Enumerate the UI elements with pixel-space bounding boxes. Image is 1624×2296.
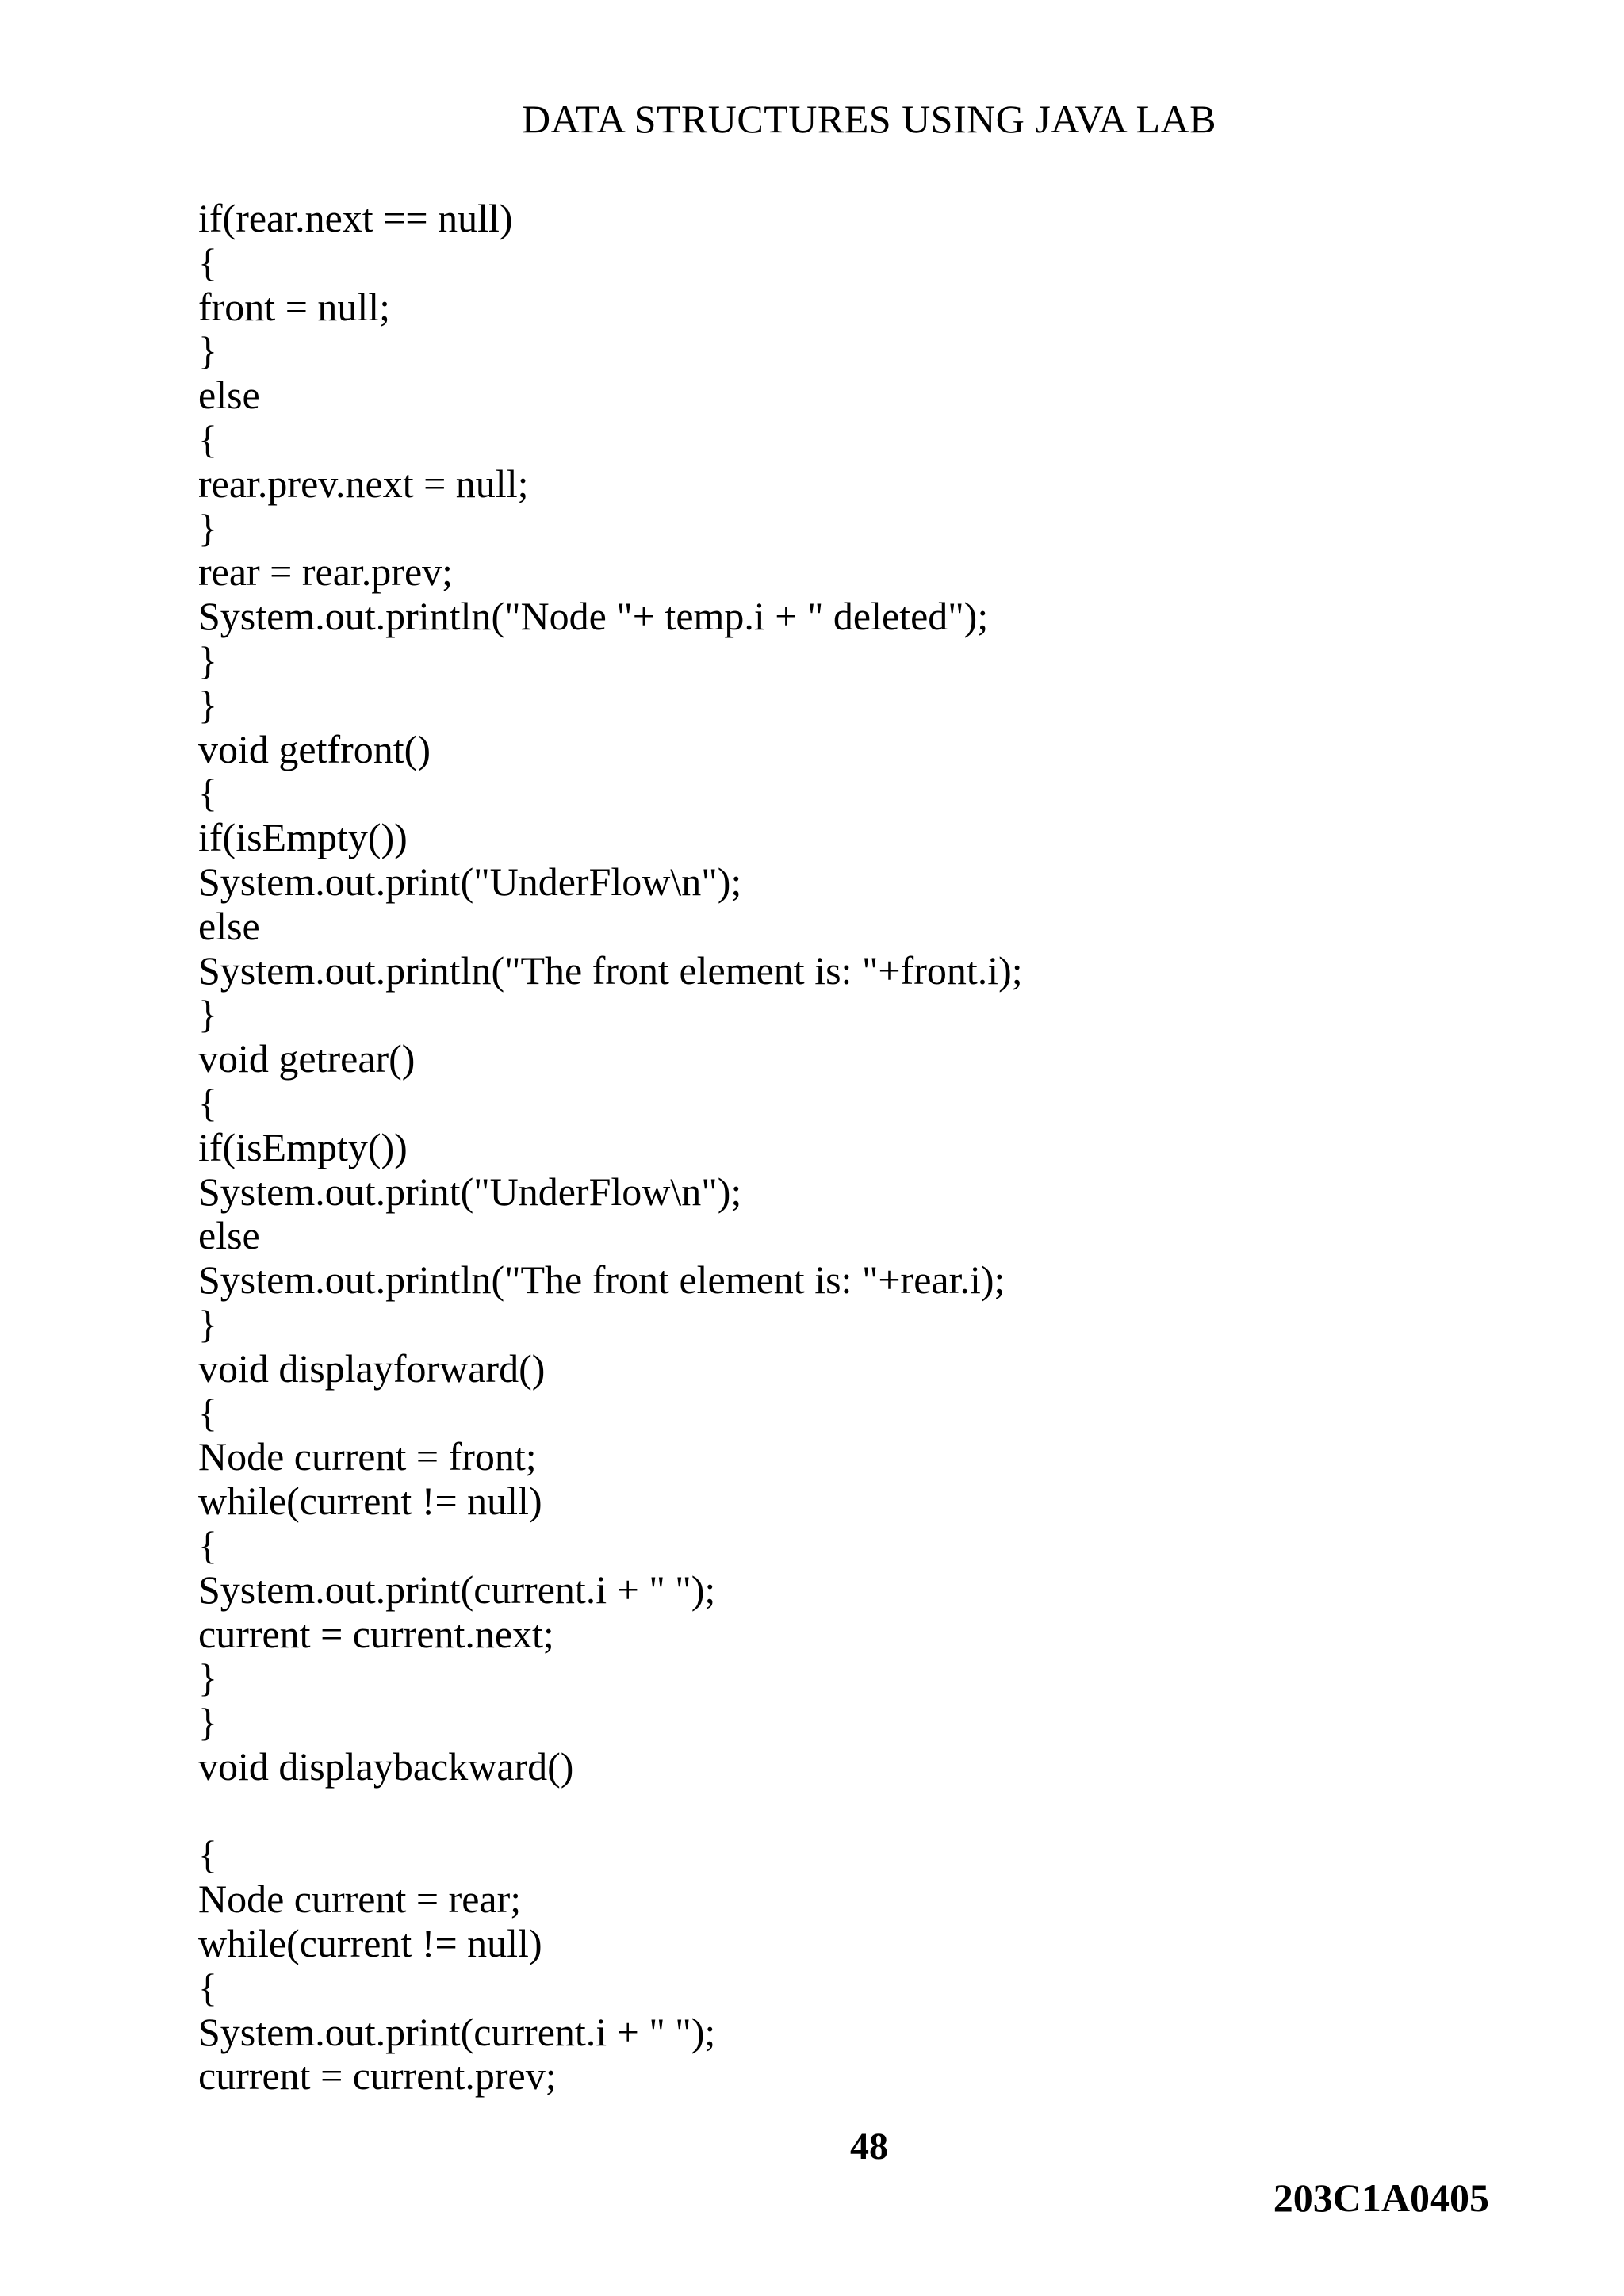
code-line: System.out.print(current.i + " "); bbox=[198, 2009, 716, 2054]
code-line: { bbox=[198, 239, 217, 285]
code-line: } bbox=[198, 682, 217, 727]
code-line: void getrear() bbox=[198, 1036, 416, 1081]
code-line: else bbox=[198, 903, 260, 948]
code-line: current = current.next; bbox=[198, 1611, 554, 1656]
code-line: if(isEmpty()) bbox=[198, 815, 408, 860]
code-line: } bbox=[198, 1301, 217, 1346]
code-line: } bbox=[198, 992, 217, 1037]
page-number: 48 bbox=[850, 2126, 888, 2168]
code-line: current = current.prev; bbox=[198, 2053, 557, 2099]
code-line: { bbox=[198, 771, 217, 816]
code-line: if(rear.next == null) bbox=[198, 196, 513, 240]
code-line: Node current = rear; bbox=[198, 1877, 522, 1922]
code-line: System.out.println("The front element is: "+front.i); bbox=[198, 947, 1023, 993]
code-line: { bbox=[198, 416, 217, 461]
code-line: { bbox=[198, 1522, 217, 1567]
code-line: void getfront() bbox=[198, 726, 431, 771]
code-line: System.out.print("UnderFlow\n"); bbox=[198, 1169, 742, 1214]
code-line: System.out.println("Node "+ temp.i + " deleted"); bbox=[198, 594, 989, 639]
code-line: System.out.println("The front element is: "+rear.i); bbox=[198, 1257, 1005, 1303]
code-line: System.out.print(current.i + " "); bbox=[198, 1567, 716, 1612]
code-line: Node current = front; bbox=[198, 1434, 537, 1479]
roll-number: 203C1A0405 bbox=[1273, 2175, 1489, 2220]
page-header-title: DATA STRUCTURES USING JAVA LAB bbox=[522, 97, 1216, 141]
code-line: void displaybackward() bbox=[198, 1743, 574, 1789]
code-line: } bbox=[198, 1655, 217, 1701]
code-line: { bbox=[198, 1832, 217, 1877]
code-line: } bbox=[198, 637, 217, 683]
code-line: while(current != null) bbox=[198, 1479, 542, 1524]
code-line: while(current != null) bbox=[198, 1921, 542, 1966]
code-line: else bbox=[198, 373, 260, 418]
code-line: { bbox=[198, 1080, 217, 1125]
code-line-blank bbox=[198, 1789, 1546, 1834]
code-listing bbox=[198, 197, 1546, 2099]
code-line: front = null; bbox=[198, 284, 391, 329]
code-line: else bbox=[198, 1213, 260, 1258]
code-line: if(isEmpty()) bbox=[198, 1124, 408, 1169]
code-line: rear = rear.prev; bbox=[198, 549, 454, 595]
code-line: System.out.print("UnderFlow\n"); bbox=[198, 859, 742, 904]
code-line: } bbox=[198, 505, 217, 550]
code-line: } bbox=[198, 1700, 217, 1745]
code-line: void displayforward() bbox=[198, 1345, 546, 1391]
code-line: { bbox=[198, 1390, 217, 1435]
code-line: { bbox=[198, 1965, 217, 2010]
code-line: } bbox=[198, 328, 217, 373]
code-line: rear.prev.next = null; bbox=[198, 461, 529, 506]
